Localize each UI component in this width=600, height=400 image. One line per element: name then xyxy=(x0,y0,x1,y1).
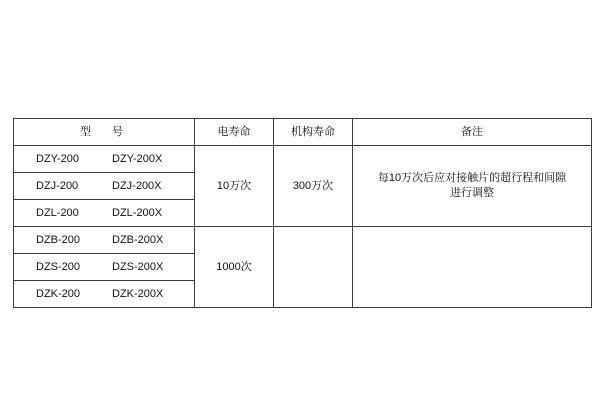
model-cell xyxy=(14,146,195,173)
model-cell xyxy=(14,173,195,200)
model-code-secondary: DZJ-200X xyxy=(112,179,162,192)
model-code-secondary: DZS-200X xyxy=(112,260,164,273)
electrical-life-group-2: 1000次 xyxy=(195,227,274,308)
specification-table xyxy=(13,118,592,308)
model-cell xyxy=(14,227,195,254)
table-row xyxy=(14,227,592,254)
model-code-secondary: DZL-200X xyxy=(112,206,163,219)
model-cell xyxy=(14,254,195,281)
column-header-remark: 备注 xyxy=(353,119,592,146)
remark-line-1: 每10万次后应对接触片的超行程和间隙 xyxy=(377,172,567,185)
model-cell xyxy=(14,200,195,227)
model-cell xyxy=(14,281,195,308)
model-code-primary: DZJ-200 xyxy=(36,179,79,192)
column-header-mechanical-life: 机构寿命 xyxy=(274,119,353,146)
model-code-primary: DZL-200 xyxy=(36,206,79,219)
table-body xyxy=(14,146,592,308)
column-header-electrical-life: 电寿命 xyxy=(195,119,274,146)
table-row xyxy=(14,146,592,173)
table-header-row xyxy=(14,119,592,146)
electrical-life-group-1: 10万次 xyxy=(195,146,274,227)
table-head xyxy=(14,119,592,146)
model-code-primary: DZK-200 xyxy=(36,287,81,300)
model-code-secondary: DZB-200X xyxy=(112,233,164,246)
remark-cell xyxy=(353,146,592,227)
mechanical-life-group-1: 300万次 xyxy=(274,146,353,227)
model-code-secondary: DZY-200X xyxy=(112,152,163,165)
column-header-model: 型 号 xyxy=(14,119,195,146)
model-code-primary: DZY-200 xyxy=(36,152,80,165)
mechanical-life-blank xyxy=(274,227,353,308)
remark-blank xyxy=(353,227,592,308)
model-code-secondary: DZK-200X xyxy=(112,287,164,300)
model-code-primary: DZB-200 xyxy=(36,233,81,246)
model-code-primary: DZS-200 xyxy=(36,260,81,273)
remark-line-2: 进行调整 xyxy=(450,187,494,199)
